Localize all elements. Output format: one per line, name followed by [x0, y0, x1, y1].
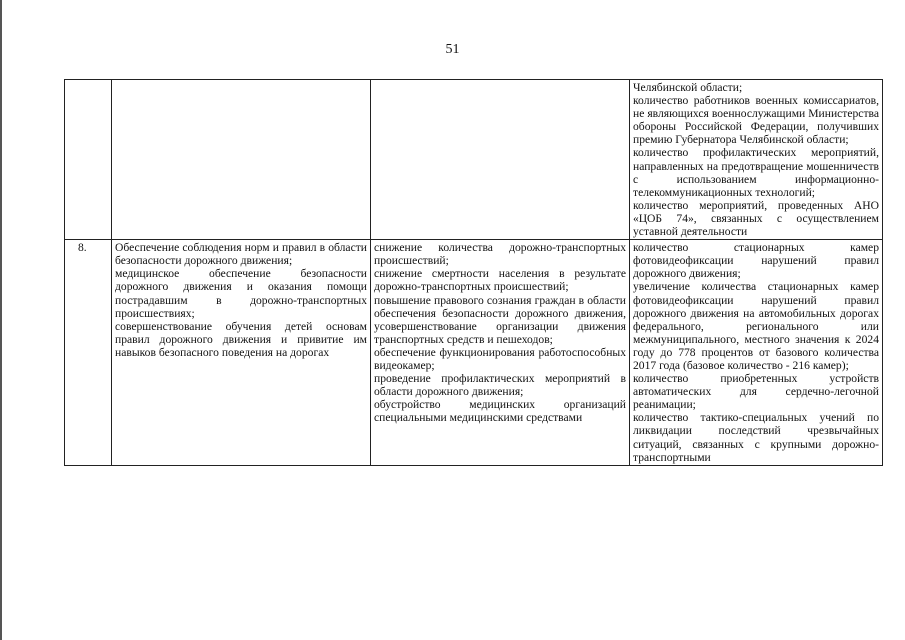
indicator-item: количество мероприятий, проведенных АНО «ЦОБ 74», связанных с осуществлением уставной деятельности: [633, 198, 879, 239]
indicator-item: Челябинской области;: [633, 81, 743, 94]
cell-number-empty: [65, 80, 112, 240]
indicator-item: количество стационарных камер фотовидеофиксации нарушений правил дорожного движения;: [633, 241, 879, 281]
cell-results-empty: [371, 80, 630, 240]
result-item: снижение количества дорожно-транспортных происшествий;: [374, 241, 626, 268]
table-row-continued: [65, 80, 883, 240]
indicator-item: увеличение количества стационарных камер фотовидеофиксации нарушений правил дорожного движения на автомобильных дорогах федерального, регионального или межмуниципального, местного значения к 2024 году до 778 процентов от базового количества 2017 года (базовое количество - 216 камер);: [633, 280, 879, 372]
result-item: снижение смертности населения в результате дорожно-транспортных происшествий;: [374, 267, 626, 294]
cell-number: [65, 240, 112, 466]
cell-tasks-empty: [112, 80, 371, 240]
indicator-item: количество тактико-специальных учений по ликвидации последствий чрезвычайных ситуаций, связанных с крупными дорожно-транспортными: [633, 411, 879, 464]
result-item: проведение профилактических мероприятий в области дорожного движения;: [374, 372, 626, 399]
indicator-item: количество работников военных комиссариатов, не являющихся военнослужащими Министерства обороны Российской Федерации, получивших премию Губернатора Челябинской области;: [633, 94, 879, 147]
cell-tasks: [112, 240, 371, 466]
cell-indicators-continued: [630, 80, 883, 240]
task-item: совершенствование обучения детей основам правил дорожного движения и привитие им навыков безопасного поведения на дорогах: [115, 319, 367, 359]
row-number: 8.: [78, 241, 87, 255]
task-item: медицинское обеспечение безопасности дорожного движения и оказания помощи пострадавшим в дорожно-транспортных происшествиях;: [115, 267, 367, 320]
indicator-item: количество приобретенных устройств автоматических для сердечно-легочной реанимации;: [633, 372, 879, 412]
result-item: повышение правового сознания граждан в области обеспечения безопасности дорожного движения, усовершенствование организации движения транспортных средств и пешеходов;: [374, 293, 626, 346]
result-item: обеспечение функционирования работоспособных видеокамер;: [374, 345, 626, 372]
page-number: 51: [445, 42, 460, 57]
cell-indicators: [630, 240, 883, 466]
indicator-item: количество профилактических мероприятий, направленных на предотвращение мошенничеств с использованием информационно-телекоммуникационных технологий;: [633, 146, 879, 199]
program-table: [64, 79, 883, 466]
result-item: обустройство медицинских организаций специальными медицинскими средствами: [374, 398, 626, 425]
table-row-8: [65, 240, 883, 466]
task-item: Обеспечение соблюдения норм и правил в области безопасности дорожного движения;: [115, 241, 367, 268]
page-left-edge: [0, 0, 2, 640]
cell-results: [371, 240, 630, 466]
